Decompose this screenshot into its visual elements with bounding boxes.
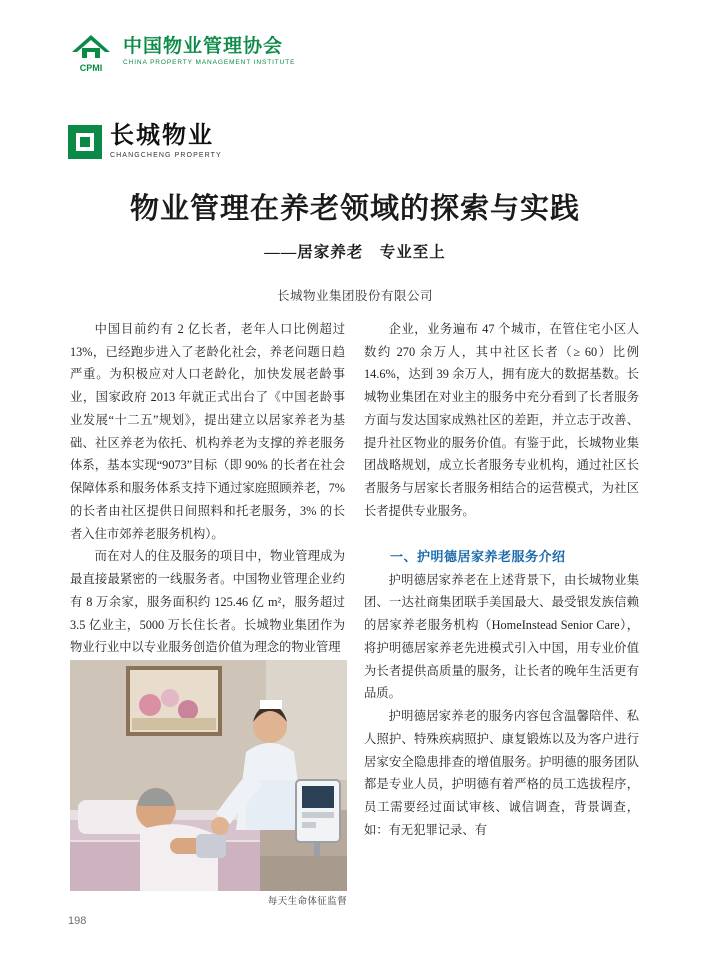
page-title: 物业管理在养老领域的探索与实践 bbox=[129, 193, 580, 225]
association-logo bbox=[68, 30, 295, 74]
changcheng-logo-icon bbox=[68, 125, 102, 159]
association-logo-text bbox=[123, 37, 295, 67]
svg-text:CPMI: CPMI bbox=[79, 63, 103, 73]
company-name-cn: 长城物业 bbox=[110, 122, 214, 149]
page-number: 198 bbox=[68, 915, 87, 927]
cpmi-logo-icon bbox=[68, 30, 114, 74]
company-logo-text bbox=[110, 124, 222, 159]
figure bbox=[70, 660, 347, 907]
figure-caption: 每天生命体征监督 bbox=[267, 897, 347, 907]
company-name-en: CHANGCHENG PROPERTY bbox=[110, 152, 222, 159]
association-name-cn: 中国物业管理协会 bbox=[123, 36, 284, 58]
page-subtitle: ——居家养老 专业至上 bbox=[264, 244, 446, 261]
company-logo bbox=[68, 124, 222, 159]
title-block bbox=[0, 186, 710, 304]
article-author: 长城物业集团股份有限公司 bbox=[276, 289, 433, 303]
association-name-en: CHINA PROPERTY MANAGEMENT INSTITUTE bbox=[123, 59, 296, 67]
paragraph: 中国目前约有 2 亿长者，老年人口比例超过 13%，已经跑步进入了老龄化社会，养老问题日趋严重。为积极应对人口老龄化，加快发展老龄事业，国家政府 2013 年就正式出台了《中国老龄事业发展“十二五”规划》，提出建立以居家养老为基础、社区养老为依托、机构养老为支撑的养老服务体系，基本实现“9073”目标（即 90% 的长者在社会保障体系和服务体系支持下通过家庭照顾养老，7% 的长者由社区提供日间照料和托老服务，3% 的长者入住市郊养老服务机构）。 bbox=[70, 322, 345, 541]
photo-image bbox=[70, 660, 347, 891]
paragraph: 护明德居家养老在上述背景下，由长城物业集团、一达社商集团联手美国最大、最受银发族信赖的居家养老服务机构（HomeInstead Senior Care），将护明德居家养老先进模式引入中国，用专业价值为长者提供高质量的服务，让长者的晚年生活更有品质。 bbox=[364, 572, 639, 701]
paragraph: 而在对人的住及服务的项目中，物业管理成为最直接最紧密的一线服务者。中国物业管理企业约有 8 万余家，服务面积约 125.46 亿 m²，服务超过 3.5 亿业主，5000 万长住长者。长城物业集团作为物业行业中以专业服务创造价值为理念的物业管理 bbox=[70, 549, 345, 655]
paragraph: 企业，业务遍布 47 个城市，在管住宅小区人数约 270 余万人，其中社区长者（≥ 60）比例 14.6%，达到 39 余万人，拥有庞大的数据基数。长城物业集团在对业主的服务中充分看到了长者服务方面与发达国家成熟社区的差距，并立志于改善、提升社区物业的服务价值。有鉴于此，长城物业集团战略规划，成立长者服务专业机构，通过社区长者服务与居家长者服务相结合的运营模式，为社区长者提供专业服务。 bbox=[364, 322, 639, 518]
section-heading: 一、护明德居家养老服务介绍 bbox=[390, 548, 566, 564]
paragraph: 护明德居家养老的服务内容包含温馨陪伴、私人照护、特殊疾病照护、康复锻炼以及为客户进行居家安全隐患排查的增值服务。护明德的服务团队都是专业人员，护明德有着严格的员工选拔程序，员工需要经过面试审核、诚信调查，背景调查，如：有无犯罪记录、有 bbox=[364, 709, 639, 837]
left-column bbox=[70, 318, 345, 659]
right-column bbox=[364, 318, 639, 841]
